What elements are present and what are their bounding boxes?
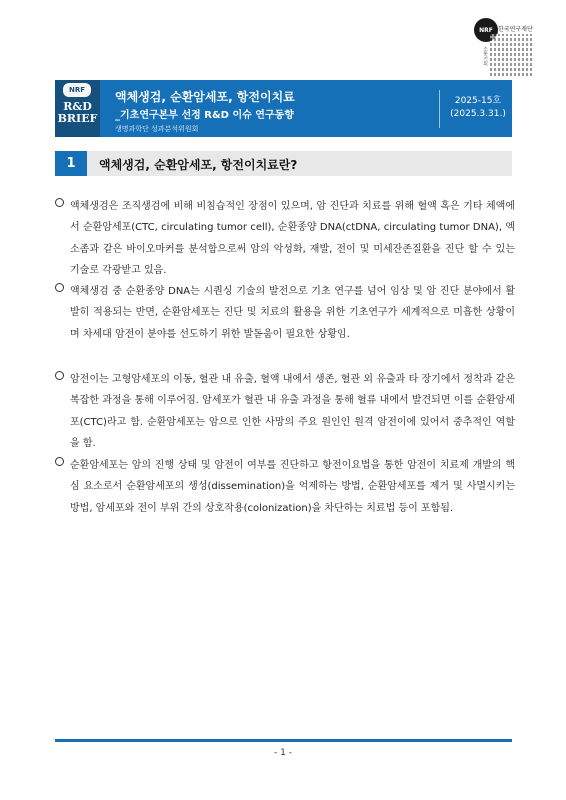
page-title: 액체생검, 순환암세포, 항전이치료 xyxy=(115,90,295,104)
page-number: - 1 - xyxy=(274,748,292,758)
banner-divider xyxy=(439,90,440,128)
footer-rule xyxy=(55,739,512,742)
paragraph-text: 액체생검은 조직생검에 비해 비침습적인 장점이 있으며, 암 진단과 치료를 위해 혈액 혹은 기타 체액에서 순환암세포(CTC, circulating tumor cell), 순환종양 DNA(ctDNA, circulating tumor DNA), 엑소좀과 같은 바이오마커를 분석함으로써 암의 악성화, 재발, 전이 및 미세잔존질환을 진단 할 수 있는 기술로 각광받고 있음. xyxy=(70,201,515,276)
bullet-circle-icon xyxy=(55,457,64,466)
corner-org-label: 한국연구재단 xyxy=(498,26,533,33)
section-title: 액체생검, 순환암세포, 항전이치료란? xyxy=(99,158,298,172)
paragraph-3 xyxy=(55,369,515,454)
paragraph-text: 순환암세포는 암의 진행 상태 및 암전이 여부를 진단하고 항전이요법을 통한 암전이 치료제 개발의 핵심 요소로서 순환암세포의 생성(dissemination)을 억제하는 방법, 순환암세포를 제거 및 사멸시키는 방법, 암세포와 전이 부위 간의 상호작용(colonization)을 차단하는 치료법 등이 포함됨. xyxy=(70,460,515,514)
rd-brief-logo xyxy=(55,80,100,137)
organization-label: 생명과학단 성과분석위원회 xyxy=(115,125,199,133)
paragraph-text: 액체생검 중 순환종양 DNA는 시퀀싱 기술의 발전으로 기초 연구를 넘어 임상 및 암 진단 분야에서 활발히 적용되는 반면, 순환암세포는 진단 및 치료의 활용을 위한 기초연구가 세계적으로 미흡한 상황이며 차세대 암전이 분야를 선도하기 위한 발돋움이 필요한 상황임. xyxy=(70,286,515,340)
section-number: 1 xyxy=(55,151,87,176)
nrf-logo-icon: NRF xyxy=(63,83,91,97)
paragraph-1 xyxy=(55,196,515,281)
corner-vertical-text: 소통기획 xyxy=(482,46,488,66)
paragraph-2 xyxy=(55,281,515,345)
nrf-circle-logo-icon: NRF xyxy=(474,18,498,42)
paragraph-text: 암전이는 고형암세포의 이동, 혈관 내 유출, 혈액 내에서 생존, 혈관 외 유출과 타 장기에서 정착과 같은 복잡한 과정을 통해 이루어짐. 암세포가 혈관 내 유출 과정을 통해 혈류 내에서 발견되면 이를 순환암세포(CTC)라고 함. 순환암세포는 암으로 인한 사망의 주요 원인인 원격 암전이에 있어서 중추적인 역할을 함. xyxy=(70,374,515,449)
qr-code-icon xyxy=(490,34,534,78)
issue-date: (2025.3.31.) xyxy=(450,109,506,119)
corner-qr-block xyxy=(474,18,534,80)
section-heading xyxy=(55,151,512,176)
logo-brief-text: BRIEF xyxy=(57,112,98,125)
paragraph-4 xyxy=(55,455,515,519)
logo-rd-text: R&D xyxy=(63,100,92,113)
bullet-circle-icon xyxy=(55,371,64,380)
bullet-circle-icon xyxy=(55,198,64,207)
bullet-circle-icon xyxy=(55,283,64,292)
page-subtitle: _기초연구본부 선정 R&D 이슈 연구동향 xyxy=(115,110,294,121)
issue-number: 2025-15호 xyxy=(454,96,502,106)
header-banner xyxy=(55,80,512,137)
